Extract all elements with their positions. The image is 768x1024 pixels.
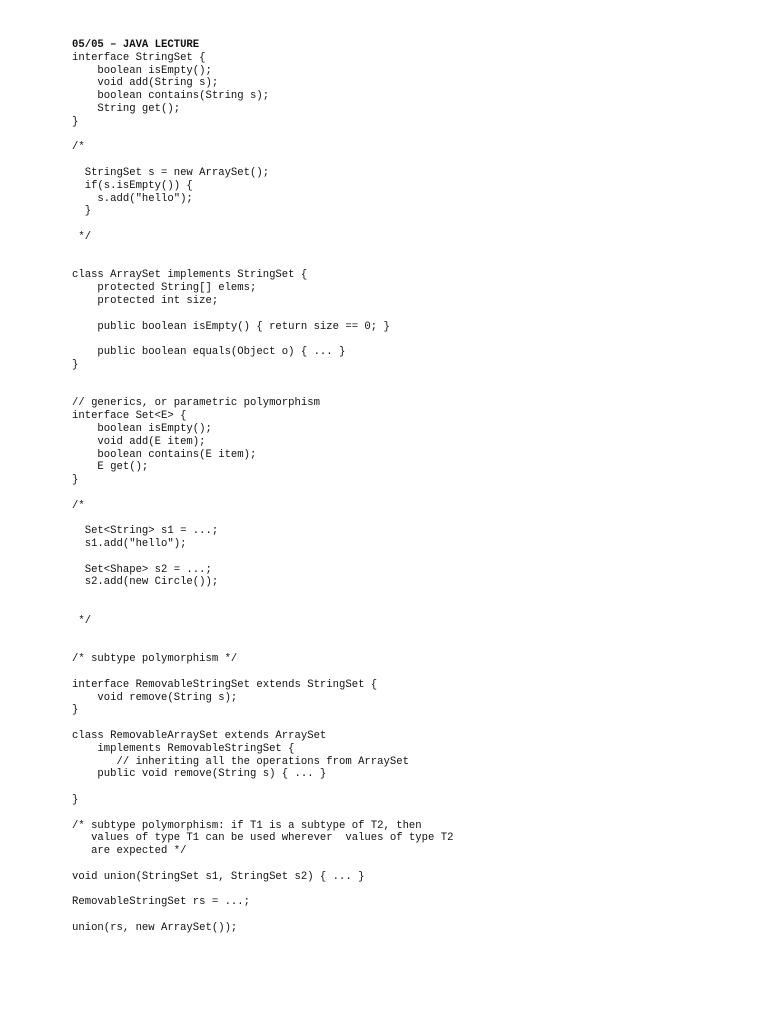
code-line xyxy=(72,512,752,525)
code-line: E get(); xyxy=(72,461,149,474)
code-line: } xyxy=(72,474,79,487)
document-page xyxy=(72,39,752,1019)
code-line xyxy=(72,308,752,321)
code-line: */ xyxy=(72,230,92,243)
code-line xyxy=(72,807,752,820)
code-line xyxy=(72,717,752,730)
code-line: are expected */ xyxy=(72,845,187,858)
document-title: 05/05 – JAVA LECTURE xyxy=(72,39,200,51)
code-line: /* subtype polymorphism */ xyxy=(72,653,238,666)
code-line: Set<Shape> s2 = ...; xyxy=(72,563,212,576)
code-line: boolean contains(String s); xyxy=(72,90,270,103)
code-line xyxy=(72,884,752,897)
code-line xyxy=(72,666,752,679)
code-line: /* xyxy=(72,141,85,154)
code-line: implements RemovableStringSet { xyxy=(72,742,295,755)
code-line: } xyxy=(72,704,79,717)
code-line xyxy=(72,257,752,270)
code-line xyxy=(72,129,752,142)
code-line: // inheriting all the operations from ArraySet xyxy=(72,755,409,768)
code-line xyxy=(72,551,752,564)
code-line xyxy=(72,154,752,167)
code-line: union(rs, new ArraySet()); xyxy=(72,921,238,934)
code-line: public boolean equals(Object o) { ... } xyxy=(72,346,346,359)
code-line: public void remove(String s) { ... } xyxy=(72,768,327,781)
code-line xyxy=(72,487,752,500)
code-line: void remove(String s); xyxy=(72,691,238,704)
code-line xyxy=(72,628,752,641)
code-line: void add(E item); xyxy=(72,435,206,448)
code-line: values of type T1 can be used wherever values of type T2 xyxy=(72,832,454,845)
code-line xyxy=(72,333,752,346)
code-line: class RemovableArraySet extends ArraySet xyxy=(72,730,327,743)
code-line xyxy=(72,589,752,602)
code-line: } xyxy=(72,794,79,807)
code-line: if(s.isEmpty()) { xyxy=(72,179,193,192)
code-line: // generics, or parametric polymorphism xyxy=(72,397,320,410)
code-line: } xyxy=(72,358,79,371)
code-line: interface StringSet { xyxy=(72,51,206,64)
code-line: /* xyxy=(72,499,85,512)
code-line xyxy=(72,781,752,794)
code-line: public boolean isEmpty() { return size == 0; } xyxy=(72,320,390,333)
code-line: interface Set<E> { xyxy=(72,410,187,423)
code-line xyxy=(72,858,752,871)
code-line xyxy=(72,640,752,653)
code-line: */ xyxy=(72,614,92,627)
code-line: void union(StringSet s1, StringSet s2) { ... } xyxy=(72,870,365,883)
code-line: protected int size; xyxy=(72,294,219,307)
code-line: /* subtype polymorphism: if T1 is a subtype of T2, then xyxy=(72,819,422,832)
code-line: boolean contains(E item); xyxy=(72,448,257,461)
code-line xyxy=(72,909,752,922)
code-line: s.add("hello"); xyxy=(72,192,193,205)
code-line xyxy=(72,385,752,398)
code-line: protected String[] elems; xyxy=(72,282,257,295)
code-line: s1.add("hello"); xyxy=(72,538,187,551)
code-line: Set<String> s1 = ...; xyxy=(72,525,219,538)
code-line xyxy=(72,372,752,385)
code-line: s2.add(new Circle()); xyxy=(72,576,219,589)
code-line xyxy=(72,218,752,231)
code-line: RemovableStringSet rs = ...; xyxy=(72,896,251,909)
code-line: class ArraySet implements StringSet { xyxy=(72,269,308,282)
code-line: boolean isEmpty(); xyxy=(72,64,212,77)
code-line: void add(String s); xyxy=(72,77,219,90)
code-line: boolean isEmpty(); xyxy=(72,422,212,435)
code-line: StringSet s = new ArraySet(); xyxy=(72,166,270,179)
code-line xyxy=(72,602,752,615)
code-line: } xyxy=(72,205,92,218)
code-line xyxy=(72,244,752,257)
code-line: String get(); xyxy=(72,102,181,115)
code-line: } xyxy=(72,115,79,128)
code-line: interface RemovableStringSet extends StringSet { xyxy=(72,678,378,691)
